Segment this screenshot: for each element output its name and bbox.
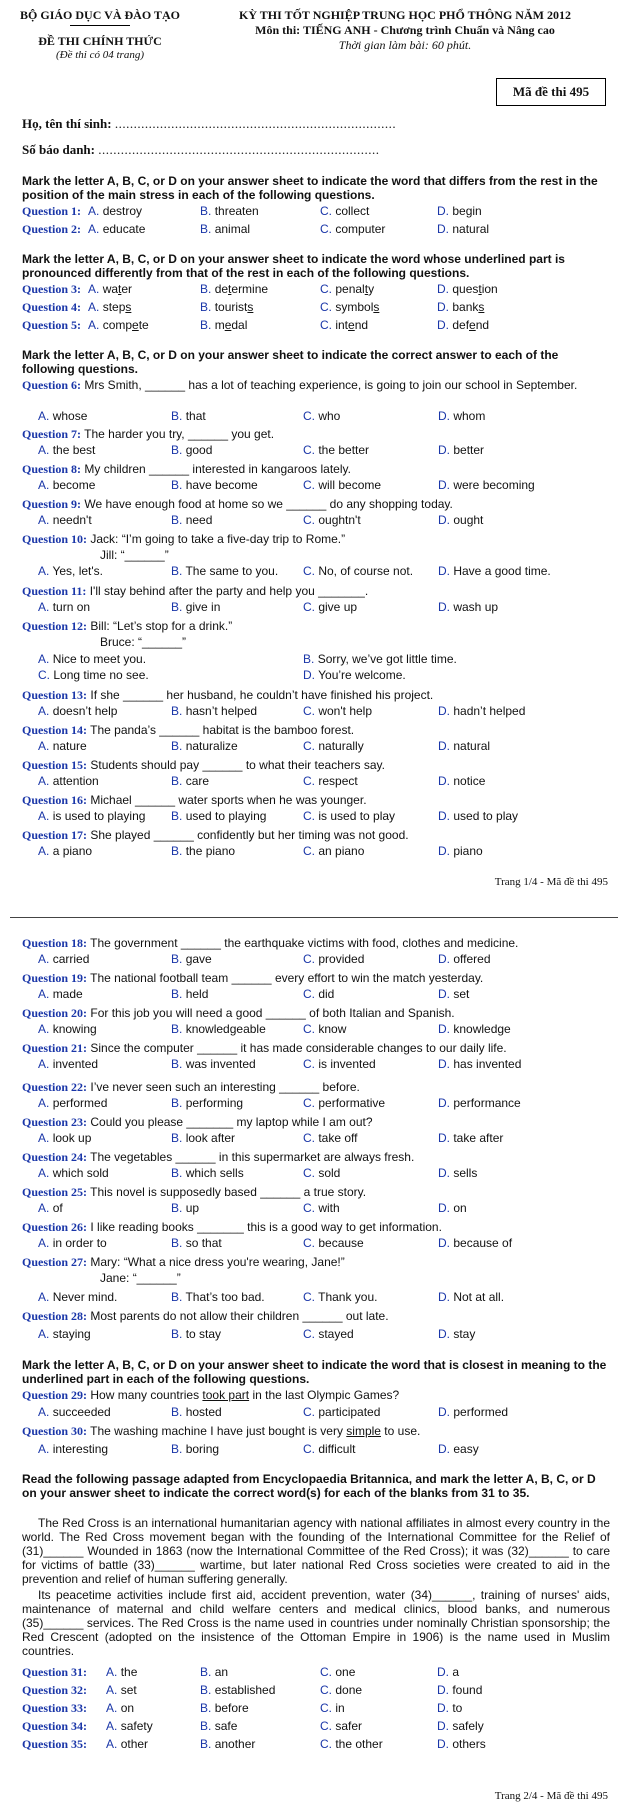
letter-a: A. xyxy=(88,318,100,332)
option-d: Not at all. xyxy=(453,1290,505,1304)
question-21-options: A. invented B. was invented C. is invented D. has invented xyxy=(38,1057,522,1071)
page-divider xyxy=(10,917,618,918)
exam-code: Mã đề thi 495 xyxy=(512,84,590,99)
option-d: wash up xyxy=(453,600,499,614)
question-10-options: A. Yes, let's. B. The same to you. C. No, of course not. D. Have a good time. xyxy=(38,564,551,578)
letter-d: D. xyxy=(437,282,449,296)
option-d: better xyxy=(453,443,485,457)
option-c: is used to play xyxy=(318,809,396,823)
option-d: performed xyxy=(453,1405,509,1419)
question-label: Question 5: xyxy=(22,318,82,332)
question-7-options: A. the best B. good C. the better D. better xyxy=(38,443,485,457)
passage-paragraph-1: The Red Cross is an international humanitarian agency with national affiliates in almost every country in the world. The Red Cross movement began with the founding of the International Committee for the Relief of (31)______ Wounded in 1863 (now the International Committee of the Red Cross); it was (32)______ to care for victims of battle (33)______ wartime, but later national Red Cross societies were created to aid in the prevention and relief of human suffering generally. xyxy=(22,1516,610,1586)
option-b: threaten xyxy=(214,204,259,218)
option-a: made xyxy=(52,987,83,1001)
page-footer-1: Trang 1/4 - Mã đề thi 495 xyxy=(494,876,608,888)
letter-b: B. xyxy=(200,300,212,314)
option-d: used to play xyxy=(453,809,519,823)
option-d: question xyxy=(452,282,498,296)
option-b: naturalize xyxy=(185,739,238,753)
option-a: look up xyxy=(52,1131,92,1145)
exam-title: KỲ THI TỐT NGHIỆP TRUNG HỌC PHỔ THÔNG NĂM 2012 xyxy=(239,8,571,22)
option-b: that xyxy=(185,409,206,423)
option-d: knowledge xyxy=(453,1022,511,1036)
instruction-correct: Mark the letter A, B, C, or D on your answer sheet to indicate the correct answer to each of the following questions. xyxy=(22,348,559,376)
letter-a: A. xyxy=(88,282,100,296)
option-d: offered xyxy=(453,952,491,966)
question-24-stem: Question 24: The vegetables ______ in this supermarket are always fresh. xyxy=(22,1150,415,1164)
letter-b: B. xyxy=(200,282,212,296)
option-c: an piano xyxy=(318,844,365,858)
option-a: carried xyxy=(52,952,90,966)
option-b: used to playing xyxy=(185,809,267,823)
option-b: hosted xyxy=(185,1405,222,1419)
option-d: sells xyxy=(453,1166,478,1180)
option-d: Have a good time. xyxy=(453,564,551,578)
option-a: whose xyxy=(52,409,88,423)
question-label: Question 3: xyxy=(22,282,82,296)
option-b: tourists xyxy=(214,300,254,314)
option-b: Sorry, we’ve got little time. xyxy=(317,652,457,666)
option-b: so that xyxy=(185,1236,222,1250)
instruction-pronunciation: Mark the letter A, B, C, or D on your answer sheet to indicate the word whose underlined part is pronounced differently from that of the rest in each of the following questions. xyxy=(22,252,565,280)
question-17-options: A. a piano B. the piano C. an piano D. piano xyxy=(38,844,483,858)
option-c: respect xyxy=(318,774,358,788)
option-d: natural xyxy=(453,739,491,753)
option-a: destroy xyxy=(102,204,143,218)
option-b: gave xyxy=(185,952,212,966)
question-19-options: A. made B. held C. did D. set xyxy=(38,987,470,1001)
option-d: has invented xyxy=(453,1057,522,1071)
option-a: other xyxy=(120,1737,149,1751)
instruction-stress: Mark the letter A, B, C, or D on your answer sheet to indicate the word that differs from the rest in the position of the main stress in each of the following questions. xyxy=(22,174,598,202)
letter-c: C. xyxy=(320,222,332,236)
question-27-stem: Question 27: Mary: “What a nice dress you're wearing, Jane!” xyxy=(22,1255,345,1269)
question-16-options: A. is used to playing B. used to playing C. is used to play D. used to play xyxy=(38,809,519,823)
option-c: give up xyxy=(318,600,358,614)
question-label: Question 31: xyxy=(22,1665,88,1679)
question-6-stem: Question 6: Mrs Smith, ______ has a lot of teaching experience, is going to join our school in September. xyxy=(22,378,578,392)
option-c: penalty xyxy=(335,282,375,296)
option-b: which sells xyxy=(185,1166,244,1180)
question-30-options: A. interesting B. boring C. difficult D. easy xyxy=(38,1442,479,1456)
question-9-options: A. needn't B. need C. oughtn't D. ought xyxy=(38,513,484,527)
option-c: stayed xyxy=(318,1327,354,1341)
letter-d: D. xyxy=(437,222,449,236)
option-b: the piano xyxy=(185,844,236,858)
question-13-stem: Question 13: If she ______ her husband, he couldn’t have finished his project. xyxy=(22,688,434,702)
option-b: up xyxy=(185,1201,200,1215)
option-b: have become xyxy=(185,478,258,492)
question-18-options: A. carried B. gave C. provided D. offered xyxy=(38,952,491,966)
option-a: of xyxy=(52,1201,63,1215)
option-a: steps xyxy=(102,300,132,314)
question-20-stem: Question 20: For this job you will need a good ______ of both Italian and Spanish. xyxy=(22,1006,455,1020)
question-2 xyxy=(22,222,612,239)
option-c: because xyxy=(318,1236,364,1250)
option-c: is invented xyxy=(318,1057,376,1071)
pages-note: (Đề thi có 04 trang) xyxy=(56,49,144,61)
option-c: provided xyxy=(318,952,365,966)
question-1 xyxy=(22,204,612,221)
option-a: doesn’t help xyxy=(52,704,118,718)
question-26-options: A. in order to B. so that C. because D. because of xyxy=(38,1236,513,1250)
option-c: the better xyxy=(318,443,370,457)
question-24-options: A. which sold B. which sells C. sold D. sells xyxy=(38,1166,478,1180)
option-c: with xyxy=(318,1201,340,1215)
option-a: turn on xyxy=(52,600,91,614)
question-label: Question 1: xyxy=(22,204,82,218)
option-d: defend xyxy=(452,318,490,332)
passage-paragraph-2: Its peacetime activities include first aid, accident prevention, water (34)______, training of nurses' aids, maintenance of maternal and child welfare centers and medical clinics, blood banks, and numerous (35)______ services. The Red Cross is the name used in countries under nominally Christian sponsorship; the Red Crescent (adopted on the insistence of the Ottoman Empire in 1906) is the name used in Muslim countries. xyxy=(22,1588,610,1658)
question-label: Question 35: xyxy=(22,1737,88,1751)
question-6-options: A. whose B. that C. who D. whom xyxy=(38,409,486,423)
question-12-stem: Question 12: Bill: “Let’s stop for a drink.” xyxy=(22,619,233,633)
option-a: the xyxy=(120,1665,138,1679)
name-label: Họ, tên thí sinh: xyxy=(22,116,112,131)
option-b: need xyxy=(185,513,213,527)
option-d: to xyxy=(452,1701,463,1715)
letter-c: C. xyxy=(320,282,332,296)
option-c: Long time no see. xyxy=(53,668,149,682)
question-15-options: A. attention B. care C. respect D. notice xyxy=(38,774,486,788)
option-b: safe xyxy=(214,1719,238,1733)
letter-b: B. xyxy=(200,204,212,218)
question-22-options: A. performed B. performing C. performative D. performance xyxy=(38,1096,521,1110)
option-a: knowing xyxy=(52,1022,97,1036)
option-b: good xyxy=(185,443,213,457)
option-a: educate xyxy=(102,222,146,236)
option-c: No, of course not. xyxy=(318,564,414,578)
question-16-stem: Question 16: Michael ______ water sports when he was younger. xyxy=(22,793,367,807)
question-19-stem: Question 19: The national football team ______ every effort to win the match yesterday. xyxy=(22,971,484,985)
option-a: is used to playing xyxy=(52,809,146,823)
letter-b: B. xyxy=(200,222,212,236)
question-10-stem: Question 10: Jack: “I’m going to take a five-day trip to Rome.” xyxy=(22,532,346,546)
instruction-closest: Mark the letter A, B, C, or D on your answer sheet to indicate the word that is closest in meaning to the underlined part in each of the following questions. xyxy=(22,1358,607,1386)
option-d: hadn’t helped xyxy=(453,704,526,718)
question-18-stem: Question 18: The government ______ the earthquake victims with food, clothes and medicine. xyxy=(22,936,519,950)
option-a: a piano xyxy=(52,844,93,858)
option-d: banks xyxy=(452,300,485,314)
question-12-options-row1: A. Nice to meet you. B. Sorry, we’ve got little time. xyxy=(38,652,457,666)
letter-a: A. xyxy=(88,204,100,218)
option-b: before xyxy=(214,1701,249,1715)
option-b: held xyxy=(185,987,209,1001)
letter-c: C. xyxy=(320,318,332,332)
question-8-stem: Question 8: My children ______ interested in kangaroos lately. xyxy=(22,462,351,476)
option-b: The same to you. xyxy=(185,564,279,578)
question-28-stem: Question 28: Most parents do not allow their children ______ out late. xyxy=(22,1309,389,1323)
option-b: medal xyxy=(214,318,248,332)
option-b: was invented xyxy=(185,1057,256,1071)
question-12-reply: Bruce: “______” xyxy=(100,635,187,649)
question-14-stem: Question 14: The panda’s ______ habitat is the bamboo forest. xyxy=(22,723,355,737)
option-a: compete xyxy=(102,318,149,332)
question-11-options: A. turn on B. give in C. give up D. wash up xyxy=(38,600,499,614)
question-5 xyxy=(22,318,612,335)
question-10-reply: Jill: “______” xyxy=(100,548,169,562)
option-c: did xyxy=(318,987,335,1001)
option-c: Thank you. xyxy=(318,1290,378,1304)
option-a: invented xyxy=(52,1057,99,1071)
option-c: naturally xyxy=(318,739,364,753)
option-d: on xyxy=(453,1201,467,1215)
letter-a: A. xyxy=(88,300,100,314)
option-a: succeeded xyxy=(52,1405,111,1419)
letter-a: A. xyxy=(88,222,100,236)
option-a: Yes, let's. xyxy=(52,564,104,578)
option-d: ought xyxy=(453,513,484,527)
question-17-stem: Question 17: She played ______ confidently but her timing was not good. xyxy=(22,828,409,842)
question-27-options: A. Never mind. B. That’s too bad. C. Thank you. D. Not at all. xyxy=(38,1290,505,1304)
question-26-stem: Question 26: I like reading books _______ this is a good way to get information. xyxy=(22,1220,442,1234)
ministry: BỘ GIÁO DỤC VÀ ĐÀO TẠO xyxy=(20,8,180,22)
letter-d: D. xyxy=(437,300,449,314)
question-11-stem: Question 11: I'll stay behind after the party and help you _______. xyxy=(22,584,369,598)
header-left xyxy=(10,8,190,61)
question-4 xyxy=(22,300,612,317)
letter-b: B. xyxy=(200,318,212,332)
question-14-options: A. nature B. naturalize C. naturally D. natural xyxy=(38,739,491,753)
letter-c: C. xyxy=(320,204,332,218)
option-a: Never mind. xyxy=(52,1290,118,1304)
question-29-stem: Question 29: How many countries took part in the last Olympic Games? xyxy=(22,1388,400,1402)
option-c: won't help xyxy=(318,704,373,718)
name-dots: ........................................................................... xyxy=(114,116,397,131)
option-a: needn't xyxy=(52,513,92,527)
option-a: on xyxy=(120,1701,135,1715)
option-c: the other xyxy=(335,1737,383,1751)
header-right xyxy=(195,8,615,53)
option-b: to stay xyxy=(185,1327,222,1341)
option-a: which sold xyxy=(52,1166,109,1180)
question-34: Question 34: A. safety B. safe C. safer D. safely xyxy=(22,1719,484,1733)
option-a: in order to xyxy=(52,1236,107,1250)
option-a: become xyxy=(52,478,96,492)
option-c: collect xyxy=(335,204,370,218)
option-c: intend xyxy=(335,318,369,332)
option-c: computer xyxy=(335,222,386,236)
question-label: Question 2: xyxy=(22,222,82,236)
option-c: performative xyxy=(318,1096,386,1110)
option-a: safety xyxy=(120,1719,153,1733)
option-c: participated xyxy=(318,1405,381,1419)
question-31: Question 31: A. the B. an C. one D. a xyxy=(22,1665,460,1679)
option-b: knowledgeable xyxy=(185,1022,266,1036)
question-23-stem: Question 23: Could you please _______ my laptop while I am out? xyxy=(22,1115,373,1129)
option-c: difficult xyxy=(318,1442,356,1456)
option-a: set xyxy=(120,1683,137,1697)
option-d: a xyxy=(452,1665,460,1679)
option-d: whom xyxy=(453,409,486,423)
option-b: an xyxy=(214,1665,229,1679)
option-d: natural xyxy=(452,222,490,236)
option-b: animal xyxy=(214,222,251,236)
letter-c: C. xyxy=(320,300,332,314)
option-a: Nice to meet you. xyxy=(52,652,147,666)
question-20-options: A. knowing B. knowledgeable C. know D. knowledge xyxy=(38,1022,511,1036)
exam-code-box xyxy=(496,78,606,106)
letter-d: D. xyxy=(437,318,449,332)
question-15-stem: Question 15: Students should pay ______ to what their teachers say. xyxy=(22,758,385,772)
option-b: boring xyxy=(185,1442,220,1456)
option-c: one xyxy=(335,1665,356,1679)
option-c: who xyxy=(318,409,341,423)
option-c: in xyxy=(335,1701,345,1715)
letter-d: D. xyxy=(437,204,449,218)
option-b: performing xyxy=(185,1096,244,1110)
option-a: nature xyxy=(52,739,87,753)
option-a: attention xyxy=(52,774,99,788)
name-field xyxy=(22,116,396,132)
option-d: set xyxy=(453,987,470,1001)
duration: Thời gian làm bài: 60 phút. xyxy=(338,38,472,52)
option-a: staying xyxy=(52,1327,91,1341)
question-12-options-row2: C. Long time no see. D. You’re welcome. xyxy=(38,668,406,682)
option-b: care xyxy=(185,774,210,788)
option-d: begin xyxy=(452,204,482,218)
option-d: safely xyxy=(452,1719,484,1733)
id-dots: ........................................................................... xyxy=(98,142,380,157)
option-a: the best xyxy=(52,443,96,457)
page-footer-2: Trang 2/4 - Mã đề thi 495 xyxy=(494,1790,608,1802)
option-a: performed xyxy=(52,1096,108,1110)
option-d: easy xyxy=(453,1442,479,1456)
option-b: give in xyxy=(185,600,221,614)
option-d: performance xyxy=(453,1096,521,1110)
id-field xyxy=(22,142,379,158)
question-27-reply: Jane: “______” xyxy=(100,1271,181,1285)
question-13-options: A. doesn’t help B. hasn’t helped C. won't help D. hadn’t helped xyxy=(38,704,526,718)
option-b: established xyxy=(214,1683,276,1697)
option-b: hasn’t helped xyxy=(185,704,258,718)
option-d: found xyxy=(452,1683,483,1697)
option-c: will become xyxy=(318,478,382,492)
question-label: Question 4: xyxy=(22,300,82,314)
option-b: That’s too bad. xyxy=(185,1290,265,1304)
question-30-stem: Question 30: The washing machine I have just bought is very simple to use. xyxy=(22,1424,421,1438)
option-b: look after xyxy=(185,1131,236,1145)
question-35: Question 35: A. other B. another C. the other D. others xyxy=(22,1737,486,1751)
option-c: take off xyxy=(318,1131,358,1145)
option-c: oughtn't xyxy=(318,513,361,527)
official-label: ĐỀ THI CHÍNH THỨC xyxy=(38,34,162,48)
question-7-stem: Question 7: The harder you try, ______ you get. xyxy=(22,427,275,441)
option-d: because of xyxy=(453,1236,513,1250)
question-label: Question 34: xyxy=(22,1719,88,1733)
option-d: You’re welcome. xyxy=(318,668,406,682)
option-c: sold xyxy=(318,1166,341,1180)
option-c: safer xyxy=(335,1719,363,1733)
option-d: were becoming xyxy=(453,478,535,492)
option-d: take after xyxy=(453,1131,504,1145)
question-32: Question 32: A. set B. established C. done D. found xyxy=(22,1683,483,1697)
header-rule xyxy=(70,25,130,26)
subject: Môn thi: TIẾNG ANH - Chương trình Chuẩn và Nâng cao xyxy=(255,23,555,37)
option-d: notice xyxy=(453,774,486,788)
question-8-options: A. become B. have become C. will become D. were becoming xyxy=(38,478,535,492)
question-21-stem: Question 21: Since the computer ______ it has made considerable changes to our daily life. xyxy=(22,1041,507,1055)
question-22-stem: Question 22: I’ve never seen such an interesting ______ before. xyxy=(22,1080,360,1094)
option-c: done xyxy=(335,1683,363,1697)
question-9-stem: Question 9: We have enough food at home so we ______ do any shopping today. xyxy=(22,497,453,511)
option-d: piano xyxy=(453,844,483,858)
option-a: water xyxy=(102,282,133,296)
question-28-options: A. staying B. to stay C. stayed D. stay xyxy=(38,1327,476,1341)
option-d: stay xyxy=(453,1327,476,1341)
question-23-options: A. look up B. look after C. take off D. take after xyxy=(38,1131,504,1145)
question-29-options: A. succeeded B. hosted C. participated D. performed xyxy=(38,1405,509,1419)
question-25-options: A. of B. up C. with D. on xyxy=(38,1201,467,1215)
option-b: determine xyxy=(214,282,269,296)
question-25-stem: Question 25: This novel is supposedly based ______ a true story. xyxy=(22,1185,367,1199)
option-c: symbols xyxy=(335,300,380,314)
option-a: interesting xyxy=(52,1442,109,1456)
question-3 xyxy=(22,282,612,299)
instruction-passage: Read the following passage adapted from Encyclopaedia Britannica, and mark the letter A, B, C, or D on your answer sheet to indicate the correct word(s) for each of the blanks from 31 to 35. xyxy=(22,1472,596,1500)
id-label: Số báo danh: xyxy=(22,142,95,157)
question-33: Question 33: A. on B. before C. in D. to xyxy=(22,1701,463,1715)
option-b: another xyxy=(214,1737,256,1751)
option-c: know xyxy=(318,1022,347,1036)
question-label: Question 33: xyxy=(22,1701,88,1715)
option-d: others xyxy=(452,1737,486,1751)
question-label: Question 32: xyxy=(22,1683,88,1697)
